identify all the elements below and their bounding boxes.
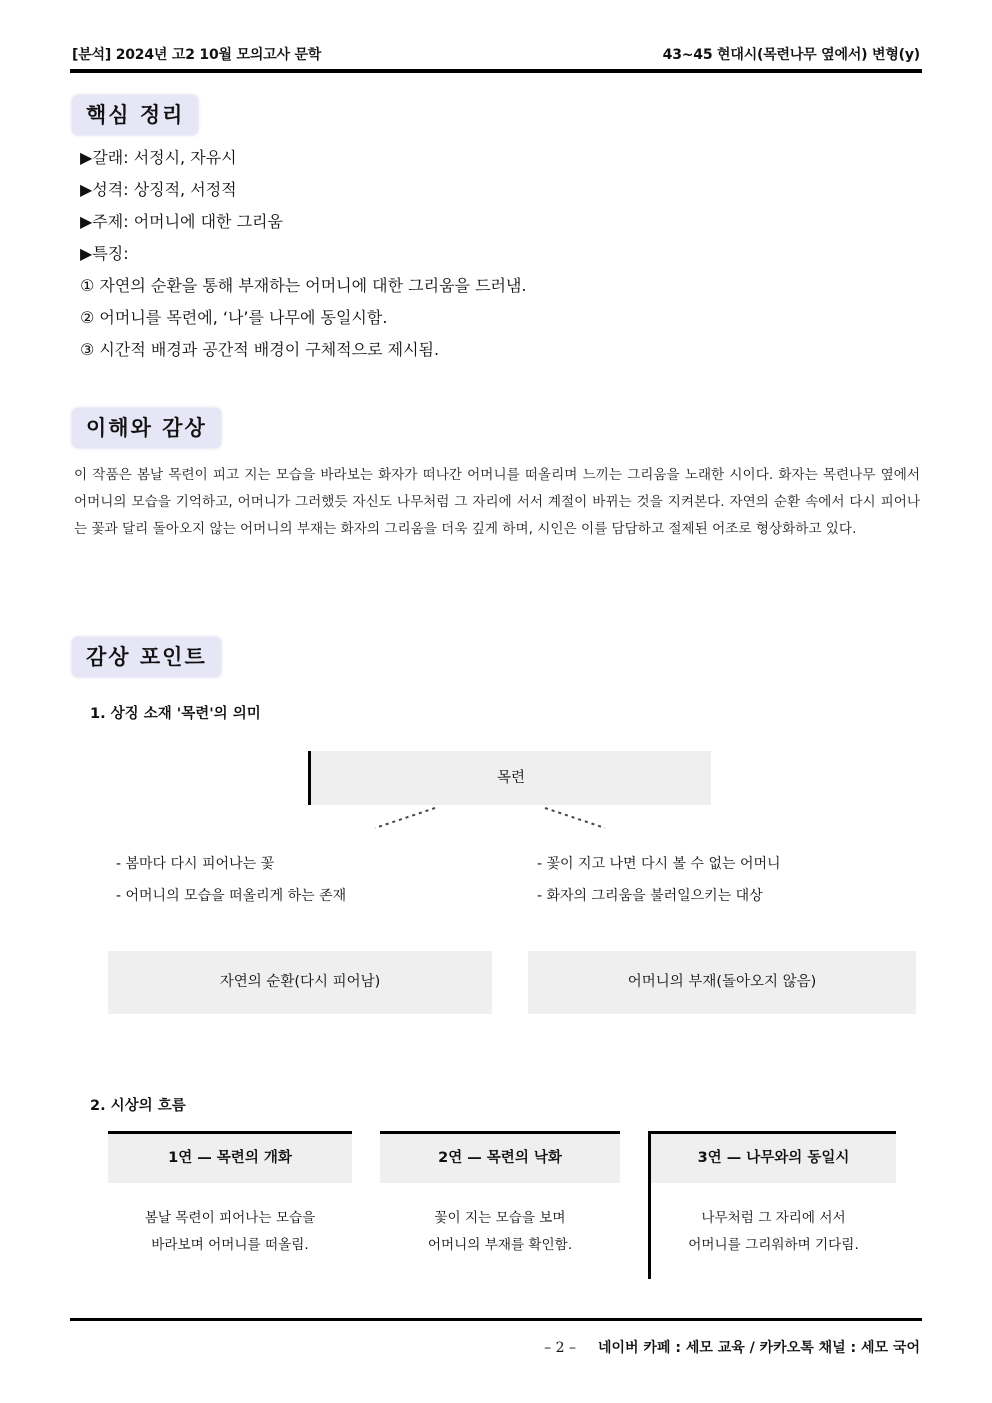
symbol-center-box: 목련 — [308, 751, 711, 805]
flow-card-2-line-2: 어머니의 부재를 확인함. — [427, 1237, 573, 1253]
section-title-core: 핵심 정리 — [72, 95, 198, 135]
header-rule — [70, 69, 922, 73]
footer — [544, 1337, 920, 1357]
header-left-title: [분석] 2024년 고2 10월 모의고사 문학 — [72, 47, 322, 63]
flow-card-1-head: 1연 — 목련의 개화 — [108, 1134, 352, 1183]
section-title-summary: 이해와 감상 — [72, 408, 221, 448]
point-2-heading: 2. 시상의 흐름 — [90, 1098, 186, 1114]
flow-card-1-line-1: 봄날 목련이 피어나는 모습을 — [144, 1210, 316, 1226]
header-right-title: 43~45 현대시(목련나무 옆에서) 변형(y) — [662, 47, 920, 63]
flow-card-3-line-1: 나무처럼 그 자리에 서서 — [701, 1210, 846, 1226]
core-feature-1: ① 자연의 순환을 통해 부재하는 어머니에 대한 그리움을 드러냄. — [80, 276, 527, 295]
flow-card-2 — [380, 1131, 620, 1259]
flow-card-1-line-2: 바라보며 어머니를 떠올림. — [151, 1237, 309, 1253]
core-feature-2: ② 어머니를 목련에, ‘나’를 나무에 동일시함. — [80, 308, 388, 327]
right-bullet-2: - 화자의 그리움을 불러일으키는 대상 — [537, 888, 763, 904]
core-features-label: ▶특징: — [80, 244, 129, 263]
section-title-points: 감상 포인트 — [72, 637, 221, 677]
right-bullet-1: - 꽃이 지고 나면 다시 볼 수 없는 어머니 — [537, 856, 781, 872]
core-character: ▶성격: 상징적, 서정적 — [80, 180, 237, 199]
footer-rule — [70, 1318, 922, 1321]
point-1-heading: 1. 상징 소재 '목련'의 의미 — [90, 706, 261, 722]
core-genre: ▶갈래: 서정시, 자유시 — [80, 148, 237, 167]
flow-card-2-head: 2연 — 목련의 낙화 — [380, 1134, 620, 1183]
core-theme: ▶주제: 어머니에 대한 그리움 — [80, 212, 283, 231]
left-concept-box: 자연의 순환(다시 피어남) — [108, 951, 492, 1014]
summary-paragraph: 이 작품은 봄날 목련이 피고 지는 모습을 바라보는 화자가 떠나간 어머니를 떠올리며 느끼는 그리움을 노래한 시이다. 화자는 목련나무 옆에서 어머니의 모습을 기억하고, 어머니가 그러했듯 자신도 나무처럼 그 자리에 서서 계절이 바뀌는 것을 지켜본다. 자연의 순환 속에서 다시 피어나는 꽃과 달리 돌아오지 않는 어머니의 부재는 화자의 그리움을 더욱 깊게 하며, 시인은 이를 담담하고 절제된 어조로 형상화하고 있다. — [74, 467, 920, 537]
left-bullet-1: - 봄마다 다시 피어나는 꽃 — [116, 856, 275, 872]
flow-card-3-line-2: 어머니를 그리워하며 기다림. — [688, 1237, 859, 1253]
footer-channel-text: 네이버 카페 : 세모 교육 / 카카오톡 채널 : 세모 국어 — [597, 1340, 920, 1356]
flow-card-2-line-1: 꽃이 지는 모습을 보며 — [434, 1210, 566, 1226]
branch-connectors — [360, 800, 620, 836]
right-concept-box: 어머니의 부재(돌아오지 않음) — [528, 951, 916, 1014]
page-number: – 2 – — [544, 1340, 576, 1356]
flow-card-3 — [648, 1131, 896, 1279]
flow-card-1 — [108, 1131, 352, 1259]
left-bullet-2: - 어머니의 모습을 떠올리게 하는 존재 — [116, 888, 347, 904]
flow-card-3-head: 3연 — 나무와의 동일시 — [651, 1134, 896, 1183]
core-feature-3: ③ 시간적 배경과 공간적 배경이 구체적으로 제시됨. — [80, 340, 440, 359]
